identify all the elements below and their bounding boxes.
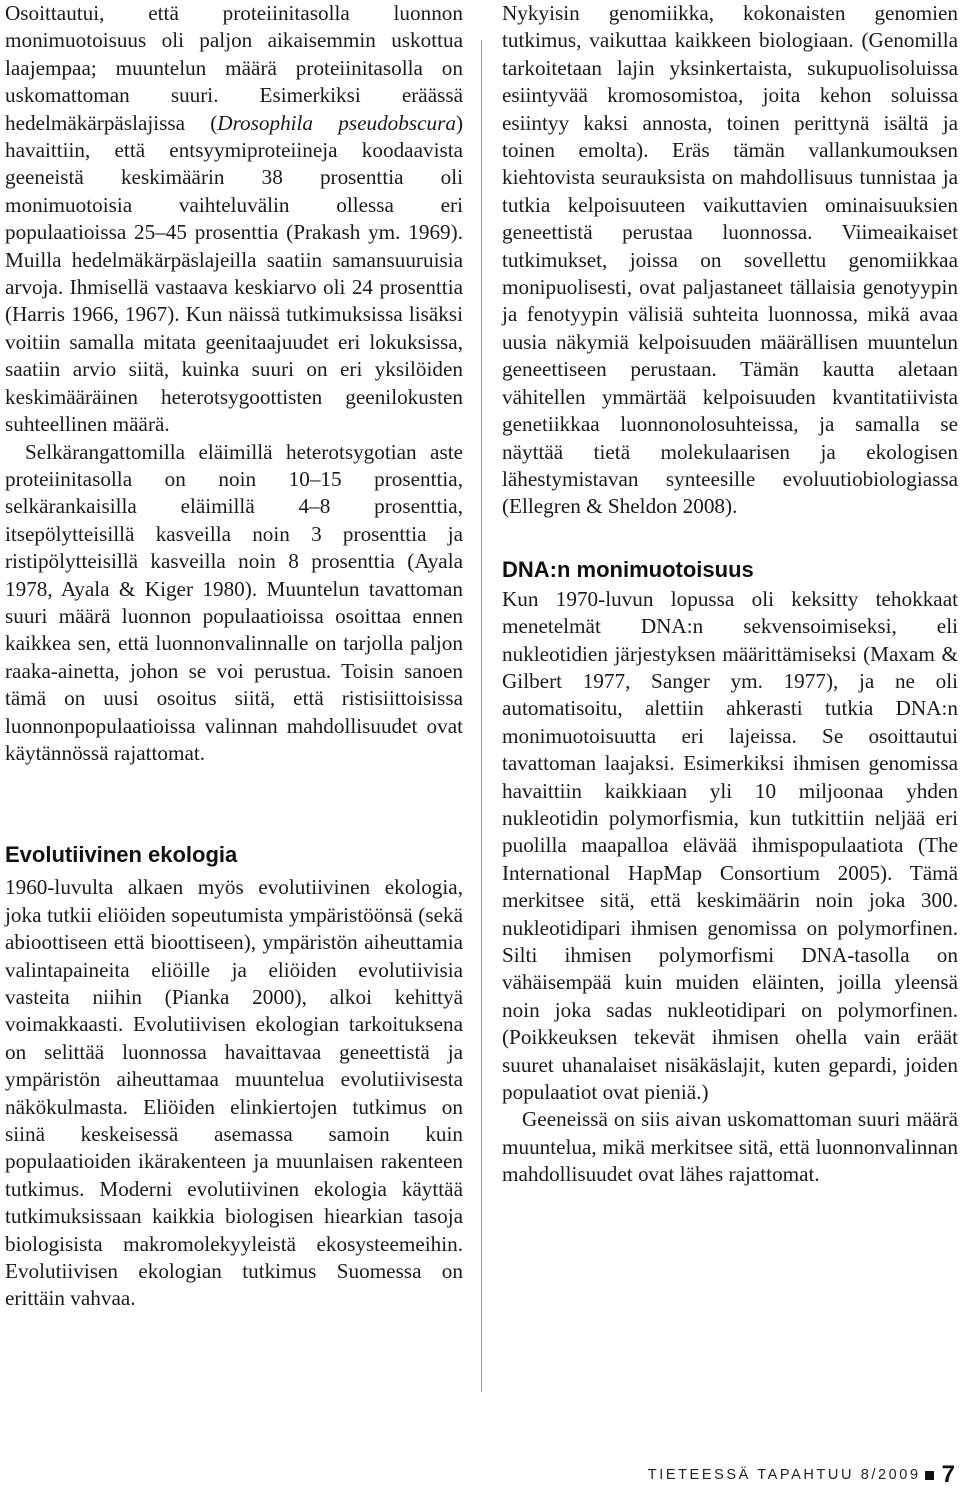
- page-footer: [648, 1461, 955, 1489]
- right-paragraph-3: Geeneissä on siis aivan uskomattoman suuri määrä muuntelua, mikä merkitsee sitä, että luonnonvalinnan mahdollisuudet ovat lähes rajattomat.: [502, 1107, 958, 1187]
- left-paragraph-3: 1960-luvulta alkaen myös evolutiivinen ekologia, joka tutkii eliöiden sopeutumista ympäristöönsä (sekä abioottiseen että bioottiseen), ympäristön aiheuttamia valintapaineita eliöille ja eliöiden evolutiivisia vasteita niihin (Pianka 2000), alkoi kehittyä voimakkaasti. Evolutiivisen ekologian tarkoituksena on selittää luonnossa havaittavaa geneettistä ja ympäristön aiheuttamaa muuntelua evolutiivisesta näkökulmasta. Eliöiden elinkiertojen tutkimus on siinä keskeisessä asemassa samoin kuin populaatioiden ikärakenteen ja muunlaisen rakenteen tutkimus. Moderni evolutiivinen ekologia käyttää tutkimuksissaan kaikkia biologisen hiearkian tasoja biologisista makromolekyyleistä ekosysteemeihin. Evolutiivisen ekologian tutkimus Suomessa on erittäin vahvaa.: [5, 875, 463, 1311]
- page-number: 7: [941, 1461, 955, 1488]
- section-heading-evolutionary-ecology: Evolutiivinen ekologia: [5, 842, 238, 868]
- right-column: [502, 0, 958, 1189]
- left-paragraph-2: Selkärangattomilla eläimillä heterotsygotian aste proteiinitasolla on noin 10–15 prosenttia, selkärankaisilla eläimillä 4–8 prosenttia, itsepölytteisillä kasveilla noin 3 prosenttia ja ristipölytteisillä kasveilla noin 8 prosenttia (Ayala 1978, Ayala & Kiger 1980). Muuntelun tavattoman suuri määrä luonnon populaatioissa osoittaa ennen kaikkea sen, että luonnonvalinnalle on tarjolla paljon raaka-ainetta, johon se voi perustua. Toisin sanoen tämä on uusi osoitus siitä, että ristisiittoisissa luonnonpopulaatioissa valinnan mahdollisuudet ovat käytännössä rajattomat.: [5, 439, 463, 765]
- column-divider: [481, 40, 482, 1392]
- section-heading-dna-diversity: DNA:n monimuotoisuus: [502, 556, 754, 582]
- left-paragraph-1-text: Osoittautui, että proteiinitasolla luonnon monimuotoisuus oli paljon aikaisemmin uskottua laajempaa; muuntelun määrä proteiinitasolla on uskomattoman suuri. Esimerkiksi eräässä hedelmäkärpäslajissa (: [5, 1, 463, 135]
- right-paragraph-2: Kun 1970-luvun lopussa oli keksitty tehokkaat menetelmät DNA:n sekvensoimiseksi, eli nukleotidien järjestyksen määrittämiseksi (Maxam & Gilbert 1977, Sanger ym. 1977), ja ne oli automatisoitu, alettiin ahkerasti tutkia DNA:n monimuotoisuutta eri lajeissa. Se osoittautui tavattoman laajaksi. Esimerkiksi ihmisen genomissa havaittiin kaikkiaan yli 10 miljoonaa yhden nukleotidin polymorfismia, kun tutkittiin neljää eri puolilla maapalloa elävää ihmispopulaatiota (The International HapMap Consortium 2005). Tämä merkitsee sitä, että keskimäärin noin joka 300. nukleotidipari ihmisen genomissa on polymorfinen. Silti ihmisen polymorfismi DNA-tasolla on vähäisempää kuin muiden eläinten, joilla yleensä noin joka sadas nukleotidipari on polymorfinen. (Poikkeuksen tekevät ihmisen ohella vain eräät suuret uhanalaiset nisäkäslajit, kuten gepardi, joiden populaatiot ovat pieniä.): [502, 586, 958, 1105]
- right-paragraph-1: Nykyisin genomiikka, kokonaisten genomien tutkimus, vaikuttaa kaikkeen biologiaan. (Genomilla tarkoitetaan lajin yksinkertaista, sukupuolisoluissa esiintyvää kromosomistoa, joita kehon soluissa esiintyy kaksi annosta, toinen perittynä isältä ja toinen emolta). Eräs tämän vallankumouksen kiehtovista seurauksista on mahdollisuus tunnistaa ja tutkia kelpoisuuteen vaikuttavien ominaisuuksien geneettistä perustaa luonnossa. Viimeaikaiset tutkimukset, joissa on sovellettu genomiikkaa monipuolisesti, ovat paljastaneet tällaisia genotyypin ja fenotyypin välisiä suhteita luonnossa, mikä avaa uusia näkymiä kelpoisuuden määrällisen muuntelun geneettiseen perustaan. Tämän kautta aletaan vähitellen ymmärtää kelpoisuuden kvantitatiivista genetiikkaa luonnonolosuhteissa, ja samalla se näyttää tietä molekulaarisen ja ekologisen lähestymistavan synteesille evoluutiobiologiassa (Ellegren & Sheldon 2008).: [502, 1, 958, 519]
- left-paragraph-1: [5, 0, 463, 439]
- publication-name: TIETEESSÄ TAPAHTUU 8/2009: [647, 1467, 921, 1483]
- left-paragraph-1-continuation: ) havaittiin, että entsyymiproteiineja koodaavista geeneistä keskimäärin 38 prosenttia oli monimuotoisia vaihteluvälin ollessa eri populaatioissa 25–45 prosenttia (Prakash ym. 1969). Muilla hedelmäkärpäslajeilla saatiin samansuuruisia arvoja. Ihmisellä vastaava keskiarvo oli 24 prosenttia (Harris 1966, 1967). Kun näissä tutkimuksissa lisäksi voitiin samalla mitata geenitaajuudet eri lokuksissa, saatiin arvio siitä, kuinka suuri on eri yksilöiden keskimääräinen heterotsygoottisten geenilokusten suhteellinen määrä.: [5, 110, 463, 437]
- species-name: Drosophila pseudobscura: [217, 110, 456, 135]
- left-column: [5, 0, 463, 1313]
- square-bullet-icon: [925, 1471, 934, 1480]
